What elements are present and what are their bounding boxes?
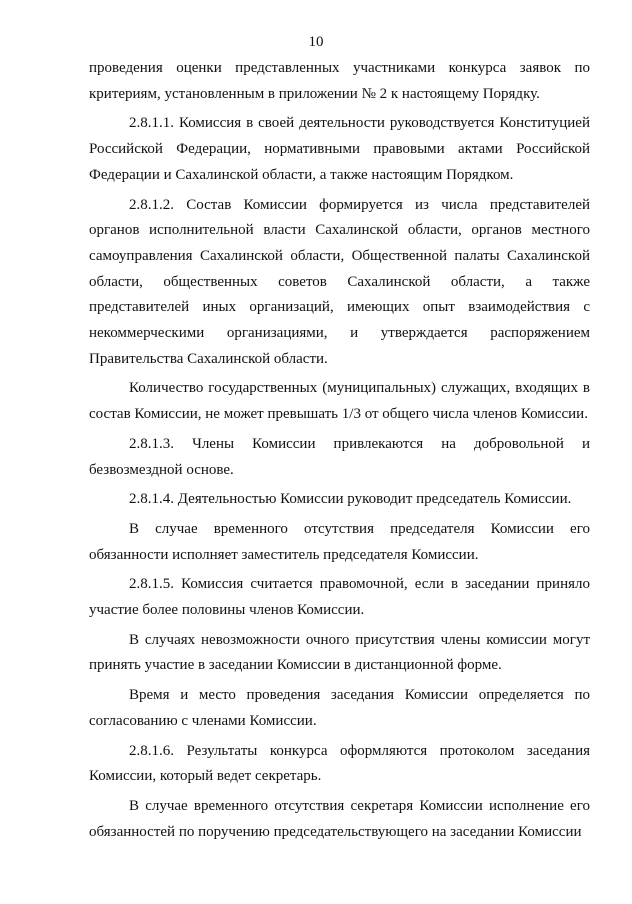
document-body	[89, 56, 590, 845]
paragraph-continuation: проведения оценки представленных участниками конкурса заявок по критериям, установленным в приложении № 2 к настоящему Порядку.	[89, 60, 590, 102]
paragraph-clause-2-8-1-1: 2.8.1.1. Комиссия в своей деятельности руководствуется Конституцией Российской Федерации, нормативными правовыми актами Российской Федерации и Сахалинской области, а также настоящим Порядком.	[89, 115, 590, 183]
paragraph-meeting-time-place: Время и место проведения заседания Комиссии определяется по согласованию с членами Комиссии.	[89, 687, 590, 729]
page-number: 10	[308, 34, 324, 50]
paragraph-clause-2-8-1-2: 2.8.1.2. Состав Комиссии формируется из числа представителей органов исполнительной власти Сахалинской области, органов местного самоуправления Сахалинской области, Общественной палаты Сахалинской области, общественных советов Сахалинской области, а также представителей иных организаций, имеющих опыт взаимодействия с некоммерческими организациями, и утверждается распоряжением Правительства Сахалинской области.	[89, 196, 590, 367]
paragraph-civil-servants-limit: Количество государственных (муниципальных) служащих, входящих в состав Комиссии, не может превышать 1/3 от общего числа членов Комиссии.	[89, 380, 590, 423]
paragraph-remote-participation: В случаях невозможности очного присутствия члены комиссии могут принять участие в заседании Комиссии в дистанционной форме.	[89, 631, 590, 674]
paragraph-clause-2-8-1-6: 2.8.1.6. Результаты конкурса оформляются протоколом заседания Комиссии, который ведет секретарь.	[89, 742, 590, 785]
paragraph-clause-2-8-1-4: 2.8.1.4. Деятельностью Комиссии руководит председатель Комиссии.	[129, 491, 572, 508]
paragraph-chair-absence: В случае временного отсутствия председателя Комиссии его обязанности исполняет заместитель председателя Комиссии.	[89, 520, 590, 563]
paragraph-clause-2-8-1-5: 2.8.1.5. Комиссия считается правомочной, если в заседании приняло участие более половины членов Комиссии.	[89, 576, 590, 619]
paragraph-secretary-absence: В случае временного отсутствия секретаря Комиссии исполнение его обязанностей по поручению председательствующего на заседании Комиссии	[89, 797, 590, 840]
paragraph-clause-2-8-1-3: 2.8.1.3. Члены Комиссии привлекаются на добровольной и безвозмездной основе.	[89, 435, 590, 478]
